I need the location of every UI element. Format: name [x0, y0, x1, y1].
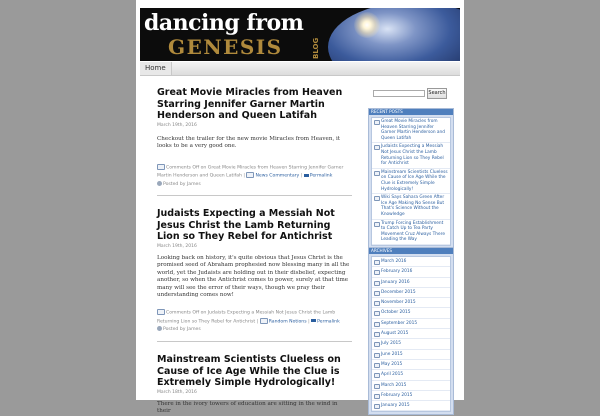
archive-link[interactable]: November 2015 [372, 298, 450, 308]
recent-post-link[interactable]: Trump Forcing Establishment to Catch Up to Tea Party Movement Cruz Always There Leading the Way [372, 220, 450, 245]
post-meta: Comments Off on Great Movie Miracles from Heaven Starring Jennifer Garner Martin Henderson and Queen Latifah | News Commentary | Permalink Posted by James [157, 165, 344, 187]
category-icon [246, 172, 254, 178]
archive-link[interactable]: June 2015 [372, 350, 450, 360]
site-header[interactable] [140, 8, 460, 61]
archive-link[interactable]: January 2015 [372, 401, 450, 411]
post-body: Checkout the trailer for the new movie Miracles from Heaven, it looks to be a very good one. [157, 135, 341, 150]
calendar-icon [374, 342, 380, 347]
archive-link[interactable]: February 2015 [372, 391, 450, 401]
calendar-icon [374, 260, 380, 265]
author-text: Posted by James [163, 327, 201, 333]
nav-home-link[interactable]: Home [140, 62, 172, 75]
archives-heading: ARCHIVES [369, 248, 453, 254]
archives-widget [368, 247, 454, 415]
author-text: Posted by James [163, 181, 201, 187]
recent-posts-heading: RECENT POSTS [369, 109, 453, 115]
recent-posts-widget [368, 108, 454, 249]
calendar-icon [374, 404, 380, 409]
site-title-line1: dancing from [144, 10, 304, 36]
category-icon [260, 318, 268, 324]
post-icon [374, 171, 380, 176]
archive-link[interactable]: January 2016 [372, 278, 450, 288]
archive-link[interactable]: August 2015 [372, 329, 450, 339]
recent-post-link[interactable]: Great Movie Miracles from Heaven Starring Jennifer Garner Martin Henderson and Queen Latifah [372, 118, 450, 143]
post-3 [157, 354, 352, 416]
permalink-icon [311, 319, 316, 322]
post-divider [157, 341, 352, 342]
calendar-icon [374, 311, 380, 316]
recent-post-link[interactable]: Wiki Says Sahara Green After Ice Age Making No Sense But That's Science Without the Knowledge [372, 194, 450, 219]
calendar-icon [374, 291, 380, 296]
comment-icon [157, 164, 165, 170]
recent-post-link[interactable]: Judaists Expecting a Messiah Not Jesus Christ the Lamb Returning Lion so They Rebel for Antichrist [372, 143, 450, 168]
recent-post-link[interactable]: Mainstream Scientists Clueless on Cause of Ice Age While the Clue is Extremely Simple Hydrologically! [372, 169, 450, 194]
archive-link[interactable]: February 2016 [372, 267, 450, 277]
archive-link[interactable]: April 2015 [372, 370, 450, 380]
search-button[interactable]: Search [427, 88, 447, 99]
comments-text: Comments Off on Judaists Expecting a Messiah Not Jesus Christ the Lamb Returning Lion so They Rebel for Antichrist [157, 310, 336, 325]
post-2 [157, 208, 352, 334]
post-date: March 19th, 2016 [157, 243, 197, 249]
post-icon [374, 120, 380, 125]
post-title[interactable]: Great Movie Miracles from Heaven Starring Jennifer Garner Martin Henderson and Queen Latifah [157, 87, 343, 121]
post-divider [157, 195, 352, 196]
post-icon [374, 145, 380, 150]
nav-bar [140, 62, 460, 76]
author-icon [157, 326, 162, 331]
post-icon [374, 222, 380, 227]
archive-link[interactable]: May 2015 [372, 360, 450, 370]
archive-link[interactable]: July 2015 [372, 339, 450, 349]
permalink-icon [304, 174, 309, 177]
post-meta: Comments Off on Judaists Expecting a Messiah Not Jesus Christ the Lamb Returning Lion so They Rebel for Antichrist | Random Notions | Permalink Posted by James [157, 310, 340, 333]
post-date: March 19th, 2016 [157, 122, 197, 128]
post-date: March 18th, 2016 [157, 389, 197, 395]
blog-tag: BLOG [312, 37, 320, 59]
archive-link[interactable]: September 2015 [372, 319, 450, 329]
calendar-icon [374, 270, 380, 275]
archive-link[interactable]: October 2015 [372, 308, 450, 318]
sun-flare [354, 12, 380, 38]
calendar-icon [374, 384, 380, 389]
search-input[interactable] [373, 90, 425, 97]
calendar-icon [374, 353, 380, 358]
calendar-icon [374, 394, 380, 399]
permalink-link[interactable]: Permalink [317, 319, 340, 325]
post-body: There in the ivory towers of education are sitting in the wind in their [157, 400, 338, 415]
archive-link[interactable]: December 2015 [372, 288, 450, 298]
calendar-icon [374, 373, 380, 378]
archive-link[interactable]: March 2016 [372, 257, 450, 267]
calendar-icon [374, 301, 380, 306]
planet-image [328, 8, 460, 61]
category-link[interactable]: News Commentary [255, 173, 300, 179]
post-1 [157, 87, 352, 189]
permalink-link[interactable]: Permalink [309, 173, 333, 179]
post-title[interactable]: Judaists Expecting a Messiah Not Jesus Christ the Lamb Returning Lion so They Rebel for Antichrist [157, 208, 335, 242]
archive-link[interactable]: March 2015 [372, 381, 450, 391]
category-link[interactable]: Random Notions [268, 319, 307, 325]
post-icon [374, 196, 380, 201]
comments-text: Comments Off on Great Movie Miracles from Heaven Starring Jennifer Garner Martin Henderson and Queen Latifah [157, 165, 344, 179]
calendar-icon [374, 332, 380, 337]
post-title[interactable]: Mainstream Scientists Clueless on Cause of Ice Age While the Clue is Extremely Simple Hydrologically! [157, 354, 341, 388]
comment-icon [157, 309, 165, 315]
author-icon [157, 181, 162, 186]
calendar-icon [374, 322, 380, 327]
site-title-line2: GENESIS [168, 35, 283, 59]
post-body: Looking back on history, it's quite obvious that Jesus Christ is the promised seed of Abraham prophesied now blessing many in all the world, yet the Judaists are holding out in their disbelief, expecting another, so when the Antichrist comes to power, surely at that time many will see the error of their ways, though we pray their understanding comes now! [157, 254, 350, 299]
calendar-icon [374, 281, 380, 286]
calendar-icon [374, 363, 380, 368]
